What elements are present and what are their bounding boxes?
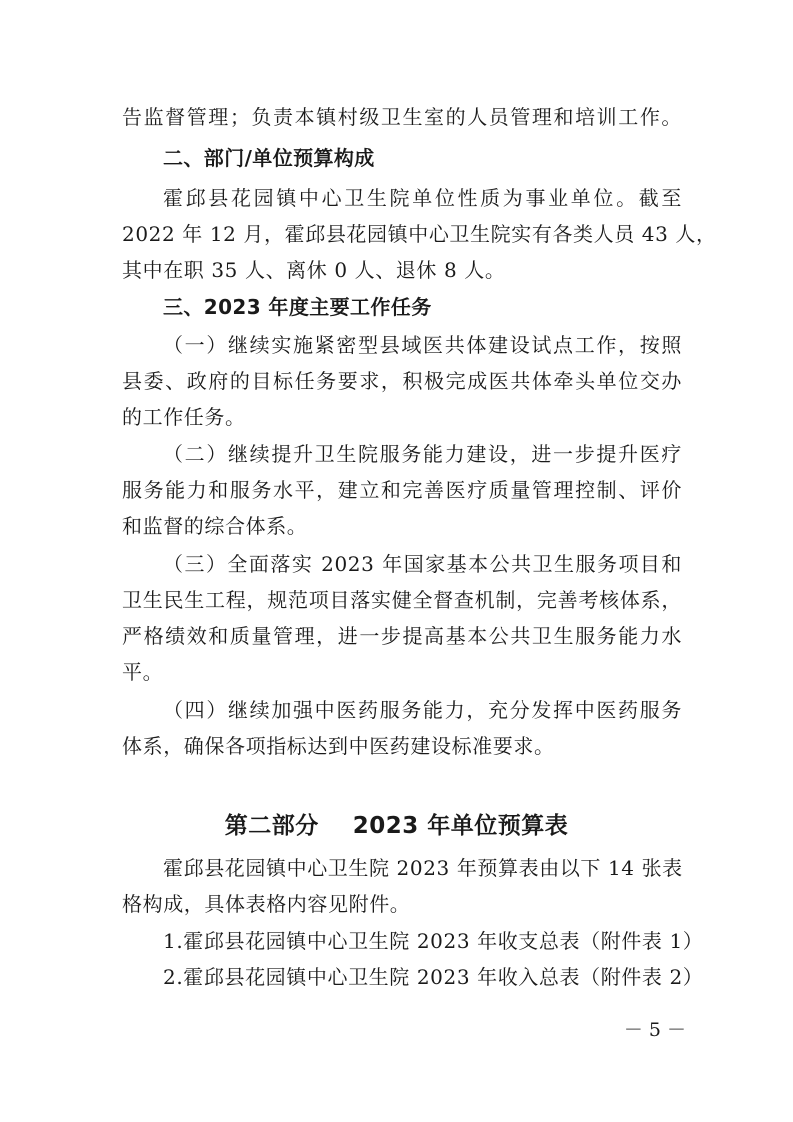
paragraph-line: 体系，确保各项指标达到中医药建设标准要求。 — [122, 734, 555, 758]
paragraph-line: （一）继续实施紧密型县域医共体建设试点工作，按照 — [163, 333, 682, 357]
paragraph-line: 霍邱县花园镇中心卫生院单位性质为事业单位。截至 — [163, 186, 682, 210]
attachment-list-item: 2.霍邱县花园镇中心卫生院 2023 年收入总表（附件表 2） — [163, 965, 704, 989]
paragraph-line: 平。 — [122, 660, 164, 684]
page-number: － 5 － — [623, 1019, 686, 1041]
paragraph-line: 严格绩效和质量管理，进一步提高基本公共卫生服务能力水 — [122, 624, 682, 648]
paragraph-line: 2022 年 12 月，霍邱县花园镇中心卫生院实有各类人员 43 人， — [122, 222, 717, 246]
section-heading-main-tasks: 三、2023 年度主要工作任务 — [163, 295, 432, 319]
paragraph-line: 格构成，具体表格内容见附件。 — [122, 892, 411, 916]
paragraph-line: 卫生民生工程，规范项目落实健全督查机制，完善考核体系， — [122, 588, 682, 612]
paragraph-line: 和监督的综合体系。 — [122, 514, 308, 538]
paragraph-line: 告监督管理；负责本镇村级卫生室的人员管理和培训工作。 — [122, 105, 682, 129]
paragraph-line: 霍邱县花园镇中心卫生院 2023 年预算表由以下 14 张表 — [163, 856, 683, 880]
paragraph-line: （二）继续提升卫生院服务能力建设，进一步提升医疗 — [163, 442, 682, 466]
attachment-list-item: 1.霍邱县花园镇中心卫生院 2023 年收支总表（附件表 1） — [163, 929, 704, 953]
paragraph-line: 的工作任务。 — [122, 405, 246, 429]
paragraph-line: 县委、政府的目标任务要求，积极完成医共体牵头单位交办 — [122, 369, 682, 393]
paragraph-line: 服务能力和服务水平，建立和完善医疗质量管理控制、评价 — [122, 478, 682, 502]
part-two-title: 第二部分 2023 年单位预算表 — [224, 813, 569, 839]
paragraph-line: （四）继续加强中医药服务能力，充分发挥中医药服务 — [163, 698, 682, 722]
section-heading-budget-composition: 二、部门/单位预算构成 — [163, 146, 375, 170]
paragraph-line: 其中在职 35 人、离休 0 人、退休 8 人。 — [122, 258, 506, 282]
paragraph-line: （三）全面落实 2023 年国家基本公共卫生服务项目和 — [163, 552, 682, 576]
